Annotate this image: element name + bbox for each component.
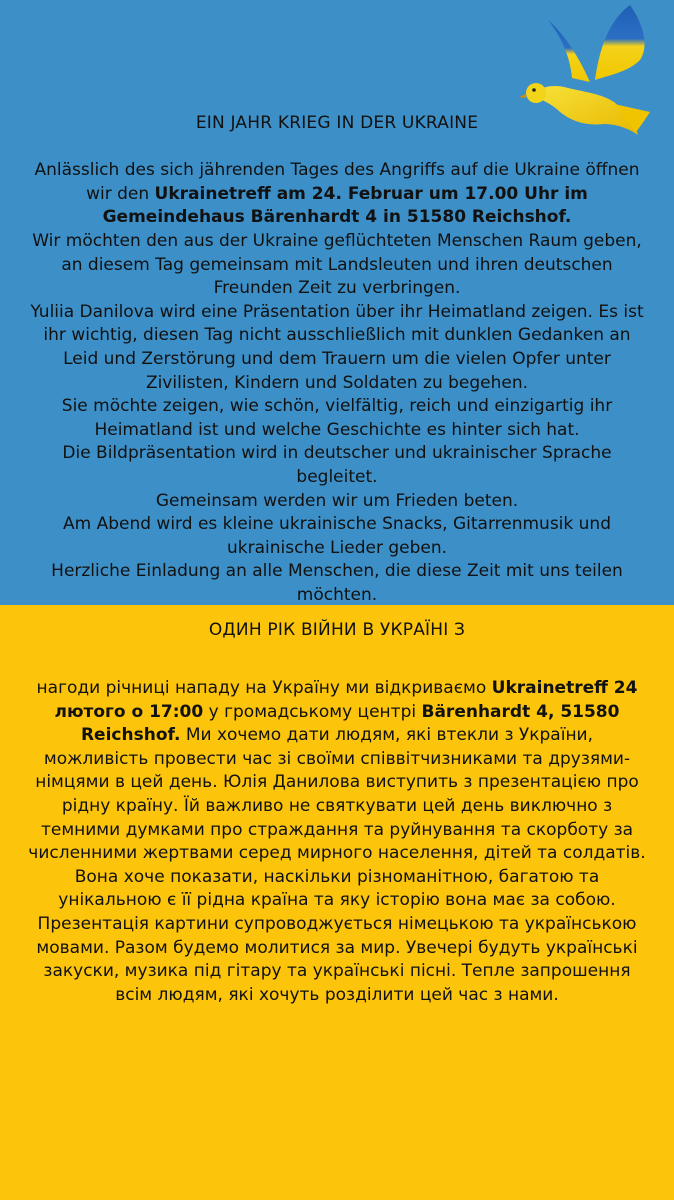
german-line-7: Herzliche Einladung an alle Menschen, die diese Zeit mit uns teilen möchten.	[51, 561, 623, 605]
ukrainian-event-date: Ukrainetreff 24 лютого о 17:00	[54, 678, 638, 722]
german-line-3: Sie möchte zeigen, wie schön, vielfältig, reich und einzigartig ihr Heimatland ist und welche Geschichte es hinter sich hat.	[61, 396, 613, 440]
ukrainian-heading: ОДИН РІК ВІЙНИ В УКРАЇНІ З	[208, 620, 466, 641]
ukrainian-event-address: Bärenhardt 4, 51580 Reichshof.	[80, 701, 620, 746]
ukrainian-text-b: у громадському центрі	[203, 701, 422, 722]
german-intro-text: Anlässlich des sich jährenden Tages des Angriffs auf die Ukraine öffnen wir den	[34, 160, 640, 204]
german-line-6: Am Abend wird es kleine ukrainische Snacks, Gitarrenmusik und ukrainische Lieder geben.	[62, 514, 611, 558]
german-heading: EIN JAHR KRIEG IN DER UKRAINE	[195, 113, 479, 133]
german-event-details: Ukrainetreff am 24. Februar um 17.00 Uhr im Gemeindehaus Bärenhardt 4 in 51580 Reichshof.	[102, 183, 588, 228]
ukrainian-text-a: нагоди річниці нападу на Україну ми відкриваємо	[36, 678, 492, 699]
german-line-5: Gemeinsam werden wir um Frieden beten.	[155, 490, 519, 511]
german-line-1: Wir möchten den aus der Ukraine geflüchteten Menschen Raum geben, an diesem Tag gemeinsam mit Landsleuten und ihren deutschen Freunden Zeit zu verbringen.	[32, 230, 642, 299]
german-intro	[28, 159, 646, 230]
ukrainian-body	[28, 677, 646, 1007]
ukrainian-text-c: Ми хочемо дати людям, які втекли з України, можливість провести час зі своїми співвітчизниками та друзями-німцями в цей день. Юлія Данилова виступить з презентацією про рідну країну. Їй важливо не святкувати цей день виключно з темними думками про страждання та руйнування та скорботу за численними жертвами серед мирного населення, дітей та солдатів. Вона хоче показати, наскільки різноманітною, багатою та унікальною є її рідна країна та яку історію вона має за собою. Презентація картини супроводжується німецькою та українською мовами. Разом будемо молитися за мир. Увечері будуть українські закуски, музика під гітару та українські пісні. Тепле запрошення всім людям, які хочуть розділити цей час з нами.	[28, 725, 646, 1005]
german-line-2: Yuliia Danilova wird eine Präsentation über ihr Heimatland zeigen. Es ist ihr wichtig, diesen Tag nicht ausschließlich mit dunklen Gedanken an Leid und Zerstörung und dem Trauern um die vielen Opfer unter Zivilisten, Kindern und Soldaten zu begehen.	[30, 301, 644, 393]
german-line-4: Die Bildpräsentation wird in deutscher und ukrainischer Sprache begleitet.	[62, 443, 612, 487]
announcement	[28, 112, 646, 1007]
